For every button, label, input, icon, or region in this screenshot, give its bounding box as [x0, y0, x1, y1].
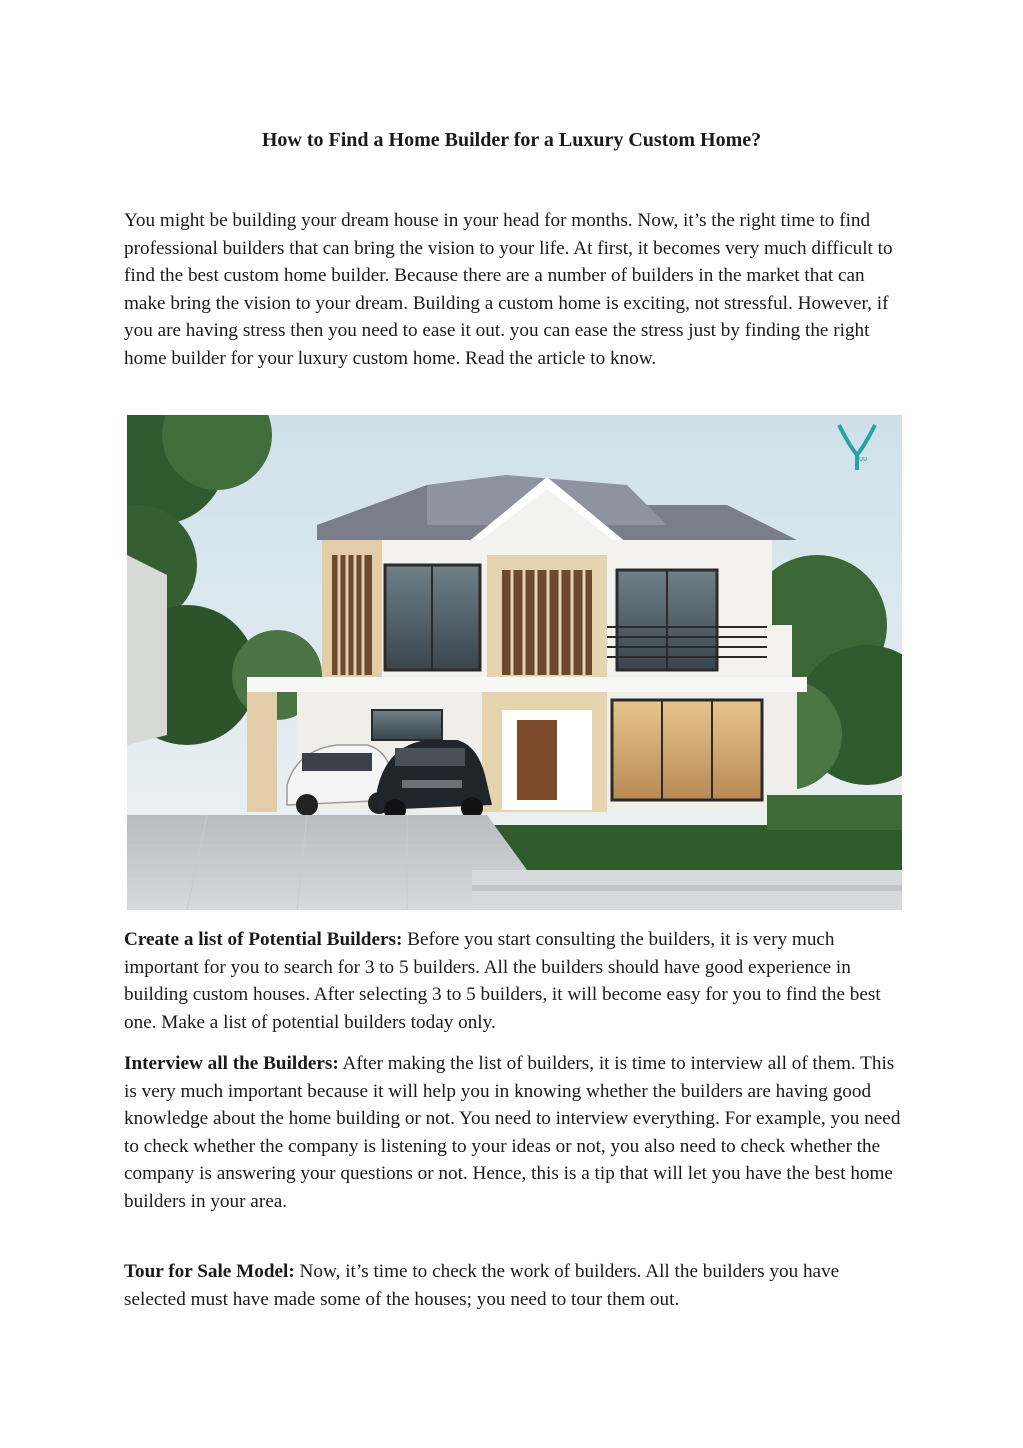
section-body: Before you start consulting the builders, it is very much important for you to search for 3 to 5 builders. All the builders should have good experience in building custom houses. After selecting 3 to 5 builders, it will become easy for you to find the best one. Make a list of potential builders today only.	[124, 929, 881, 1033]
section-tour-model	[124, 1258, 904, 1313]
section-heading: Create a list of Potential Builders:	[124, 929, 403, 950]
document-title: How to Find a Home Builder for a Luxury Custom Home?	[261, 129, 762, 151]
svg-text:ᴜᴜ: ᴜᴜ	[859, 455, 868, 463]
section-body: Now, it’s time to check the work of builders. All the builders you have selected must have made some of the houses; you need to tour them out.	[124, 1261, 840, 1310]
hero-image	[127, 415, 902, 910]
section-body: After making the list of builders, it is time to interview all of them. This is very much important because it will help you in knowing whether the builders are having good knowledge about the home building or not. You need to interview everything. For example, you need to check whether the company is listening to your ideas or not, you also need to check whether the company is answering your questions or not. Hence, this is a tip that will let you have the best home builders in your area.	[124, 1053, 901, 1212]
section-heading: Tour for Sale Model:	[124, 1261, 295, 1282]
section-interview	[124, 1050, 904, 1216]
section-heading: Interview all the Builders:	[124, 1053, 339, 1074]
intro-paragraph: You might be building your dream house in your head for months. Now, it’s the right time to find professional builders that can bring the vision to your life. At first, it becomes very much difficult to find the best custom home builder. Because there are a number of builders in the market that can make bring the vision to your dream. Building a custom home is exciting, not stressful. However, if you are having stress then you need to ease it out. you can ease the stress just by finding the right home builder for your luxury custom home. Read the article to know.	[124, 210, 893, 369]
section-create-list	[124, 926, 904, 1036]
